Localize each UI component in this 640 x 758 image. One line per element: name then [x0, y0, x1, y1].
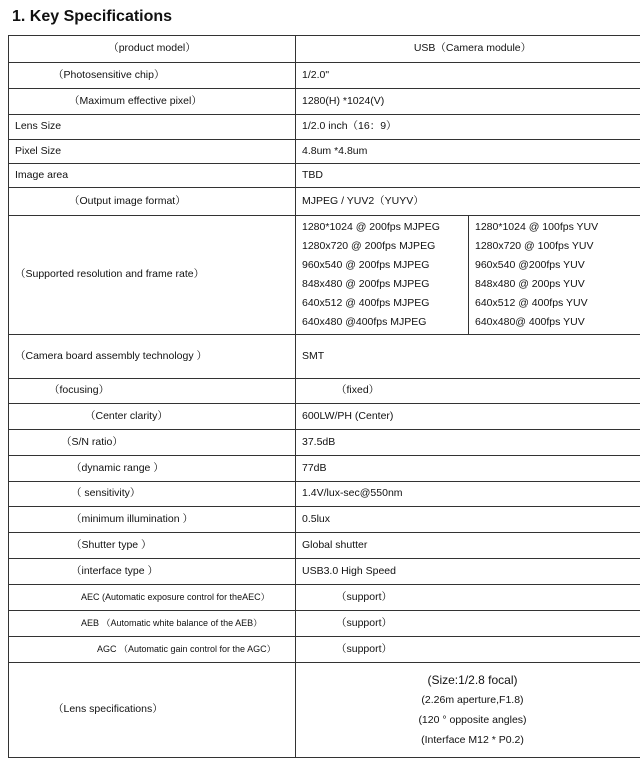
- spec-key: （Shutter type ）: [9, 533, 296, 559]
- list-item: 1280x720 @ 100fps YUV: [475, 237, 598, 256]
- spec-row: [9, 611, 640, 637]
- spec-value: （support）: [296, 585, 640, 611]
- spec-value: 77dB: [296, 456, 640, 482]
- list-item: 1280*1024 @ 200fps MJPEG: [302, 218, 468, 237]
- spec-value: 0.5lux: [296, 507, 640, 533]
- spec-value: 4.8um *4.8um: [296, 140, 640, 164]
- list-item: 1280x720 @ 200fps MJPEG: [302, 237, 468, 256]
- spec-value: SMT: [296, 335, 640, 379]
- spec-key: （Camera board assembly technology ）: [9, 335, 296, 379]
- spec-value: 1/2.0 inch（16：9）: [296, 115, 640, 140]
- spec-row: [9, 430, 640, 456]
- list-item: 848x480 @ 200fps MJPEG: [302, 275, 468, 294]
- spec-row: [9, 115, 640, 140]
- list-item: 960x540 @200fps YUV: [475, 256, 598, 275]
- spec-value: （fixed）: [296, 379, 640, 404]
- list-item: 640x480@ 400fps YUV: [475, 313, 598, 332]
- spec-row: [9, 140, 640, 164]
- spec-row: [9, 89, 640, 115]
- list-item: 848x480 @ 200ps YUV: [475, 275, 598, 294]
- spec-row: [9, 559, 640, 585]
- spec-row: [9, 379, 640, 404]
- spec-value: 1/2.0": [296, 63, 640, 89]
- spec-key: Pixel Size: [9, 140, 296, 164]
- spec-key: （focusing）: [9, 379, 296, 404]
- spec-key: （Maximum effective pixel）: [9, 89, 296, 115]
- spec-key: （ sensitivity）: [9, 482, 296, 507]
- list-item: 960x540 @ 200fps MJPEG: [302, 256, 468, 275]
- spec-value: 1280(H) *1024(V): [296, 89, 640, 115]
- lens-line: (Size:1/2.8 focal): [302, 670, 640, 690]
- spec-key: Lens Size: [9, 115, 296, 140]
- spec-value: （support）: [296, 611, 640, 637]
- list-item: 640x512 @ 400fps YUV: [475, 294, 598, 313]
- spec-value: （support）: [296, 637, 640, 663]
- spec-key: （Photosensitive chip）: [9, 63, 296, 89]
- spec-key: （Center clarity）: [9, 404, 296, 430]
- spec-row: [9, 404, 640, 430]
- section-title: 1. Key Specifications: [12, 8, 172, 26]
- spec-value: USB3.0 High Speed: [296, 559, 640, 585]
- spec-key: （Supported resolution and frame rate）: [9, 216, 296, 335]
- spec-value: USB（Camera module）: [296, 36, 640, 63]
- list-item: 640x480 @400fps MJPEG: [302, 313, 468, 332]
- spec-key: （Lens specifications）: [9, 663, 296, 758]
- spec-value: MJPEG / YUV2（YUYV）: [296, 188, 640, 216]
- spec-row: [9, 456, 640, 482]
- yuv-list: [469, 216, 598, 334]
- spec-value: 37.5dB: [296, 430, 640, 456]
- mjpeg-list: [296, 216, 469, 334]
- spec-row: [9, 36, 640, 63]
- spec-key: AEB （Automatic white balance of the AEB）: [9, 611, 296, 637]
- spec-row: [9, 533, 640, 559]
- spec-table: [8, 35, 640, 758]
- lens-line: (120 ° opposite angles): [302, 710, 640, 730]
- spec-row: [9, 164, 640, 188]
- spec-key: （interface type ）: [9, 559, 296, 585]
- resolution-cell: [296, 216, 640, 335]
- spec-key: （product model）: [9, 36, 296, 63]
- spec-row: [9, 188, 640, 216]
- spec-key: （S/N ratio）: [9, 430, 296, 456]
- lens-cell: [296, 663, 640, 758]
- spec-key: （dynamic range ）: [9, 456, 296, 482]
- spec-value: 1.4V/lux-sec@550nm: [296, 482, 640, 507]
- list-item: 1280*1024 @ 100fps YUV: [475, 218, 598, 237]
- spec-row: [9, 63, 640, 89]
- spec-row: [9, 585, 640, 611]
- lens-line: (2.26m aperture,F1.8): [302, 690, 640, 710]
- spec-row: [9, 335, 640, 379]
- spec-row: [9, 216, 640, 335]
- spec-value: Global shutter: [296, 533, 640, 559]
- spec-row: [9, 507, 640, 533]
- spec-value: 600LW/PH (Center): [296, 404, 640, 430]
- lens-line: (Interface M12 * P0.2): [302, 730, 640, 750]
- spec-key: Image area: [9, 164, 296, 188]
- spec-value: TBD: [296, 164, 640, 188]
- spec-row: [9, 663, 640, 758]
- spec-key: （minimum illumination ）: [9, 507, 296, 533]
- spec-key: （Output image format）: [9, 188, 296, 216]
- list-item: 640x512 @ 400fps MJPEG: [302, 294, 468, 313]
- spec-key: AGC （Automatic gain control for the AGC）: [9, 637, 296, 663]
- spec-row: [9, 637, 640, 663]
- spec-key: AEC (Automatic exposure control for theAEC）: [9, 585, 296, 611]
- spec-row: [9, 482, 640, 507]
